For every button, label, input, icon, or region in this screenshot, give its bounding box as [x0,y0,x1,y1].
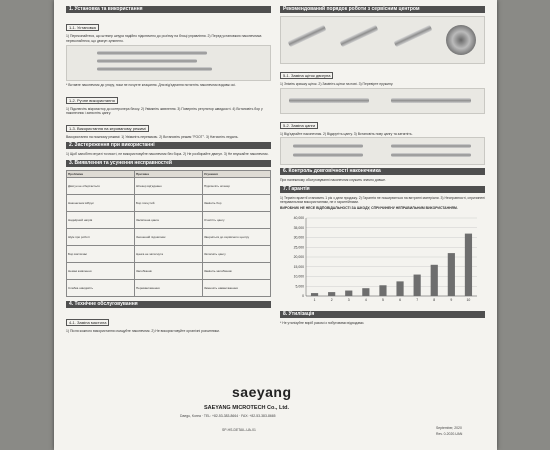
section-3-title: 3. Виявлення та усунення несправностей [66,160,271,167]
table-cell: Штекер від'єднано [135,177,203,194]
section-5-2-text: 1) Від'єднайте наконечник. 2) Відкрутіть цангу. 3) Встановіть нову цангу та затягніть. [280,131,413,136]
table-cell: Цанга не затиснута [135,245,203,262]
y-tick-label: 40,000 [293,216,304,221]
durability-bar-chart [280,212,485,308]
x-tick-label: 5 [382,298,384,302]
chart-bar [448,253,455,296]
left-column [66,6,271,334]
chart-bar [414,275,421,296]
table-row [67,211,271,228]
table-cell: Замініть бор [203,194,271,211]
y-tick-label: 20,000 [293,255,304,260]
section-4-1-label: 4-1. Заміна мастила [66,319,109,326]
y-tick-label: 15,000 [293,264,304,269]
brush-replacement-figure [280,88,485,114]
table-cell: Зношений підшипник [135,228,203,245]
y-tick-label: 35,000 [293,225,304,230]
troubleshooting-table [66,170,271,297]
document-date: September, 2020 [436,426,462,430]
table-cell: Зменшіть навантаження [203,279,271,296]
section-2-text: 1) Щоб запобігти втраті точності, не використовуйте наконечник без бора. 2) Не розбирайте двигун. 3) Не впускайте наконечник. [66,152,269,156]
table-cell: Немає живлення [67,262,135,279]
table-row [67,177,271,194]
x-tick-label: 7 [416,298,419,302]
table-header-cell: Усунення [203,170,271,177]
section-1-1-text: 1) Переконайтеся, що штекер шнура надійно підключено до роз'єму на блоці управління. 2) Перед установкою наконечника переконайтеся, що двигун зупинено. [66,34,262,43]
section-4-text: 1) Після кожного використання очищуйте наконечник. 2) Не використовуйте органічні розчинники. [66,328,220,333]
section-1-3-label: 1-3. Використання на керованому режимі [66,125,149,132]
table-cell: Двигун не обертається [67,177,135,194]
table-cell: Засмічена цанга [135,211,203,228]
x-tick-label: 8 [433,298,436,302]
chart-bar [345,291,352,296]
table-cell: Затисніть цангу [203,245,271,262]
right-column [280,6,485,327]
handpiece-figure-1 [66,45,271,81]
table-cell: Зверніться до сервісного центру [203,228,271,245]
section-1-title: 1. Установка та використання [66,6,271,13]
table-row [67,262,271,279]
table-cell: Слабка швидкість [67,279,135,296]
table-row [67,228,271,245]
section-1-1-note: * Вставте наконечник до упору, поки не почуєте клацання. Для від'єднання потягніть наконечник вздовж осі. [66,83,236,87]
section-8-text: * Не утилізуйте виріб разом із побутовими відходами. [280,321,365,325]
y-tick-label: 25,000 [293,245,304,250]
table-cell: Бор погнутий [135,194,203,211]
chart-bar [362,288,369,296]
section-1-1-label: 1-1. Установка [66,24,99,31]
table-cell: Замініть запобіжник [203,262,271,279]
chart-bar [465,234,472,296]
table-header-cell: Причина [135,170,203,177]
section-1-2-label: 1-2. Ручне використання [66,97,118,104]
table-row [67,279,271,296]
document-revision: Rev. 0-2020.UAN [436,432,463,436]
company-name: SAEYANG MICROTECH Co., Ltd. [204,405,290,411]
table-row [67,194,271,211]
table-header-cell: Проблема [67,170,135,177]
instruction-sheet [54,0,497,450]
chart-bar [379,285,386,296]
section-1-2-text: 1) Підключіть мікромотор до контролера блоку. 2) Увімкніть живлення. 3) Поверніть регулятор швидкості. 4) Встановіть бор у наконечник і затисніть цангу. [66,106,263,115]
document-code: SP-HS-DETAIL-UA-01 [222,428,256,432]
table-cell: Запобіжник [135,262,203,279]
table-cell: Наконечник вібрує [67,194,135,211]
section-5-2-label: 5-2. Заміна цанги [280,122,318,129]
x-tick-label: 1 [313,298,316,302]
section-8-title: 8. Утилізація [280,311,485,318]
company-address: Daegu, Korea · TEL: +82-53-383-8664 · FAX: +82-53-383-8665 [180,414,276,418]
x-tick-label: 2 [330,298,333,302]
section-7-disclaimer: ВИРОБНИК НЕ НЕСЕ ВІДПОВІДАЛЬНОСТІ ЗА ШКОДУ, СПРИЧИНЕНУ НЕПРАВИЛЬНИМ ВИКОРИСТАННЯМ. [280,205,458,210]
table-cell: Підключіть штекер [203,177,271,194]
x-tick-label: 6 [399,298,401,302]
brand-logo: saeyang [232,384,292,400]
section-5-1-text: 1) Зніміть кришку щіток. 2) Замініть щітки на нові. 3) Перевірте пружину. [280,82,394,86]
table-header-row [67,170,271,177]
chart-bar [328,292,335,296]
section-6-title: 6. Контроль довговічності наконечника [280,168,485,175]
x-tick-label: 9 [450,298,453,302]
section-7-text: 1) Термін гарантії становить 1 рік з дати продажу. 2) Гарантія не поширюється на витратні матеріали. 3) Несправності, спричинені неправильним використанням, не є гарантійними. [280,195,485,204]
y-tick-label: 0 [302,294,304,299]
x-tick-label: 4 [364,298,367,302]
table-cell: Бор вислизає [67,245,135,262]
table-cell: Надмірний нагрів [67,211,135,228]
x-tick-label: 3 [347,298,350,302]
section-7-title: 7. Гарантія [280,186,485,193]
section-4-title: 4. Технічне обслуговування [66,301,271,308]
service-figures-top [280,16,485,64]
section-6-text: При належному обслуговуванні наконечник служить значно довше. [280,178,387,182]
section-1-3-text: Використання на ножному режимі: 1) Увімкніть перемикач. 2) Встановіть режим "FOOT". 3) Натисніть педаль. [66,134,239,139]
x-tick-label: 10 [466,298,471,302]
section-5-1-label: 5-1. Заміна щіток двигуна [280,72,333,79]
service-section-title: Рекомендований порядок роботи з сервісним центром [280,6,485,13]
table-cell: Шум при роботі [67,228,135,245]
chart-bar [311,293,318,296]
y-tick-label: 30,000 [293,235,304,240]
table-row [67,245,271,262]
y-tick-label: 10,000 [293,274,304,279]
collet-replacement-figure [280,137,485,165]
y-tick-label: 5,000 [295,284,304,289]
section-2-title: 2. Застереження при використанні [66,142,271,149]
table-cell: Очистіть цангу [203,211,271,228]
table-cell: Перевантаження [135,279,203,296]
chart-bar [431,265,438,296]
chart-bar [396,281,403,296]
